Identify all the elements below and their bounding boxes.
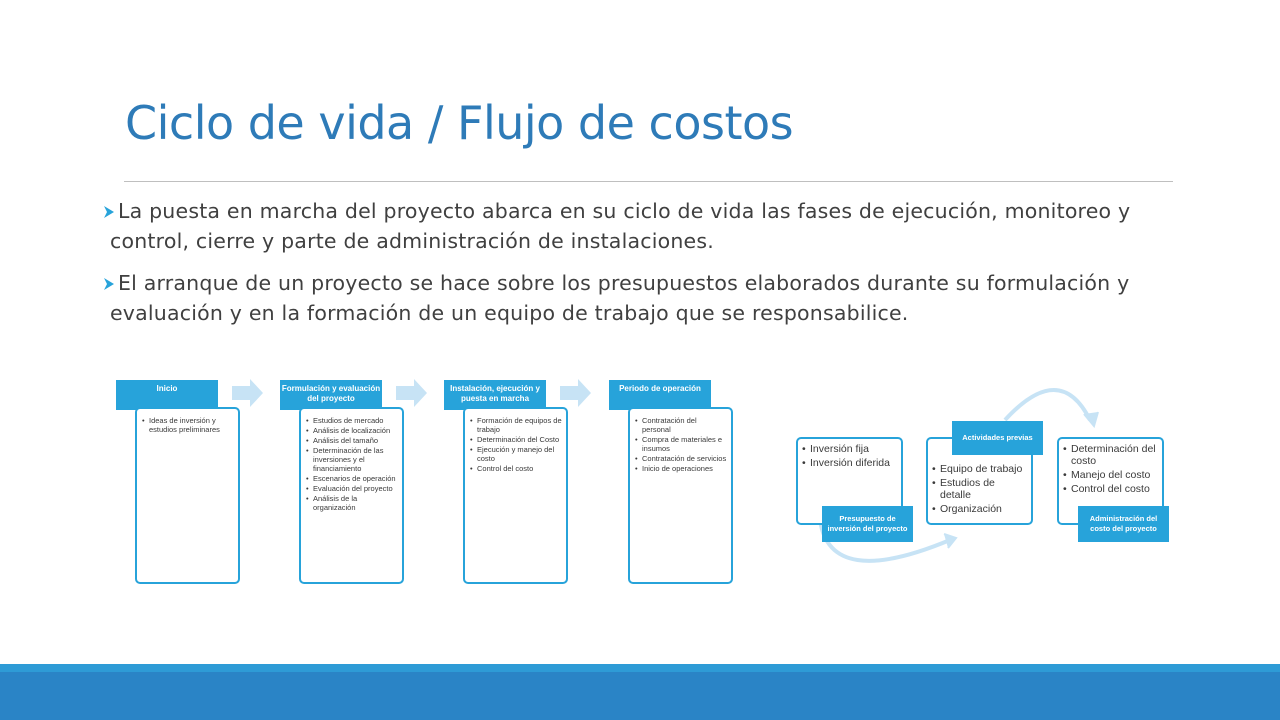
slide-title: Ciclo de vida / Flujo de costos [125, 96, 794, 150]
chevron-arrow-icon [232, 378, 264, 408]
bullet-line: control, cierre y parte de administración de instalaciones. [110, 229, 714, 253]
stage-item: • Control del costo [469, 464, 562, 473]
stage-item: • Contratación de servicios [634, 454, 727, 463]
chevron-arrow-icon [560, 378, 592, 408]
stage-item: • Determinación del Costo [469, 435, 562, 444]
stage-header: Instalación, ejecución y puesta en marcha [444, 380, 546, 410]
bullet-item [102, 196, 1212, 256]
stage-header: Periodo de operación [609, 380, 711, 410]
chevron-arrow-icon [396, 378, 428, 408]
stage-item: • Evaluación del proyecto [305, 484, 398, 493]
arrow-bullet-icon [102, 277, 116, 291]
cycle-item: • Organización [931, 503, 1028, 515]
stage-item: • Compra de materiales e insumos [634, 435, 727, 453]
footer-bar [0, 664, 1280, 720]
stage-header: Formulación y evaluación del proyecto [280, 380, 382, 410]
stage-item: • Inicio de operaciones [634, 464, 727, 473]
stage-content [463, 407, 568, 584]
stage-item: • Análisis de la organización [305, 494, 398, 512]
stage-item: • Contratación del personal [634, 416, 727, 434]
stage-content [628, 407, 733, 584]
arrow-bullet-icon [102, 205, 116, 219]
cycle-item: • Determinación del costo [1062, 443, 1159, 467]
footer-accent [0, 664, 1280, 672]
stage-item: • Análisis del tamaño [305, 436, 398, 445]
stage-item: • Ejecución y manejo del costo [469, 445, 562, 463]
cycle-label: Presupuesto de inversión del proyecto [822, 506, 913, 542]
stage-item: • Formación de equipos de trabajo [469, 416, 562, 434]
stage-item: • Análisis de localización [305, 426, 398, 435]
cycle-label: Actividades previas [952, 421, 1043, 455]
cycle-item: • Equipo de trabajo [931, 463, 1028, 475]
title-divider [124, 181, 1173, 182]
stage-item: • Ideas de inversión y estudios preliminares [141, 416, 234, 434]
cycle-item: • Manejo del costo [1062, 469, 1159, 481]
stage-item: • Escenarios de operación [305, 474, 398, 483]
bullet-line: La puesta en marcha del proyecto abarca en su ciclo de vida las fases de ejecución, monitoreo y [118, 199, 1131, 223]
stage-header: Inicio [116, 380, 218, 410]
bullet-item [102, 268, 1212, 328]
bullet-line: El arranque de un proyecto se hace sobre los presupuestos elaborados durante su formulación y [118, 271, 1130, 295]
cycle-item: • Control del costo [1062, 483, 1159, 495]
stage-content [135, 407, 240, 584]
bullet-list [102, 196, 1212, 340]
cycle-label: Administración del costo del proyecto [1078, 506, 1169, 542]
cycle-item: • Inversión diferida [801, 457, 898, 469]
stage-item: • Estudios de mercado [305, 416, 398, 425]
cycle-item: • Inversión fija [801, 443, 898, 455]
bullet-line: evaluación y en la formación de un equipo de trabajo que se responsabilice. [110, 301, 909, 325]
stage-item: • Determinación de las inversiones y el financiamiento [305, 446, 398, 473]
stage-content [299, 407, 404, 584]
cycle-item: • Estudios de detalle [931, 477, 1028, 501]
